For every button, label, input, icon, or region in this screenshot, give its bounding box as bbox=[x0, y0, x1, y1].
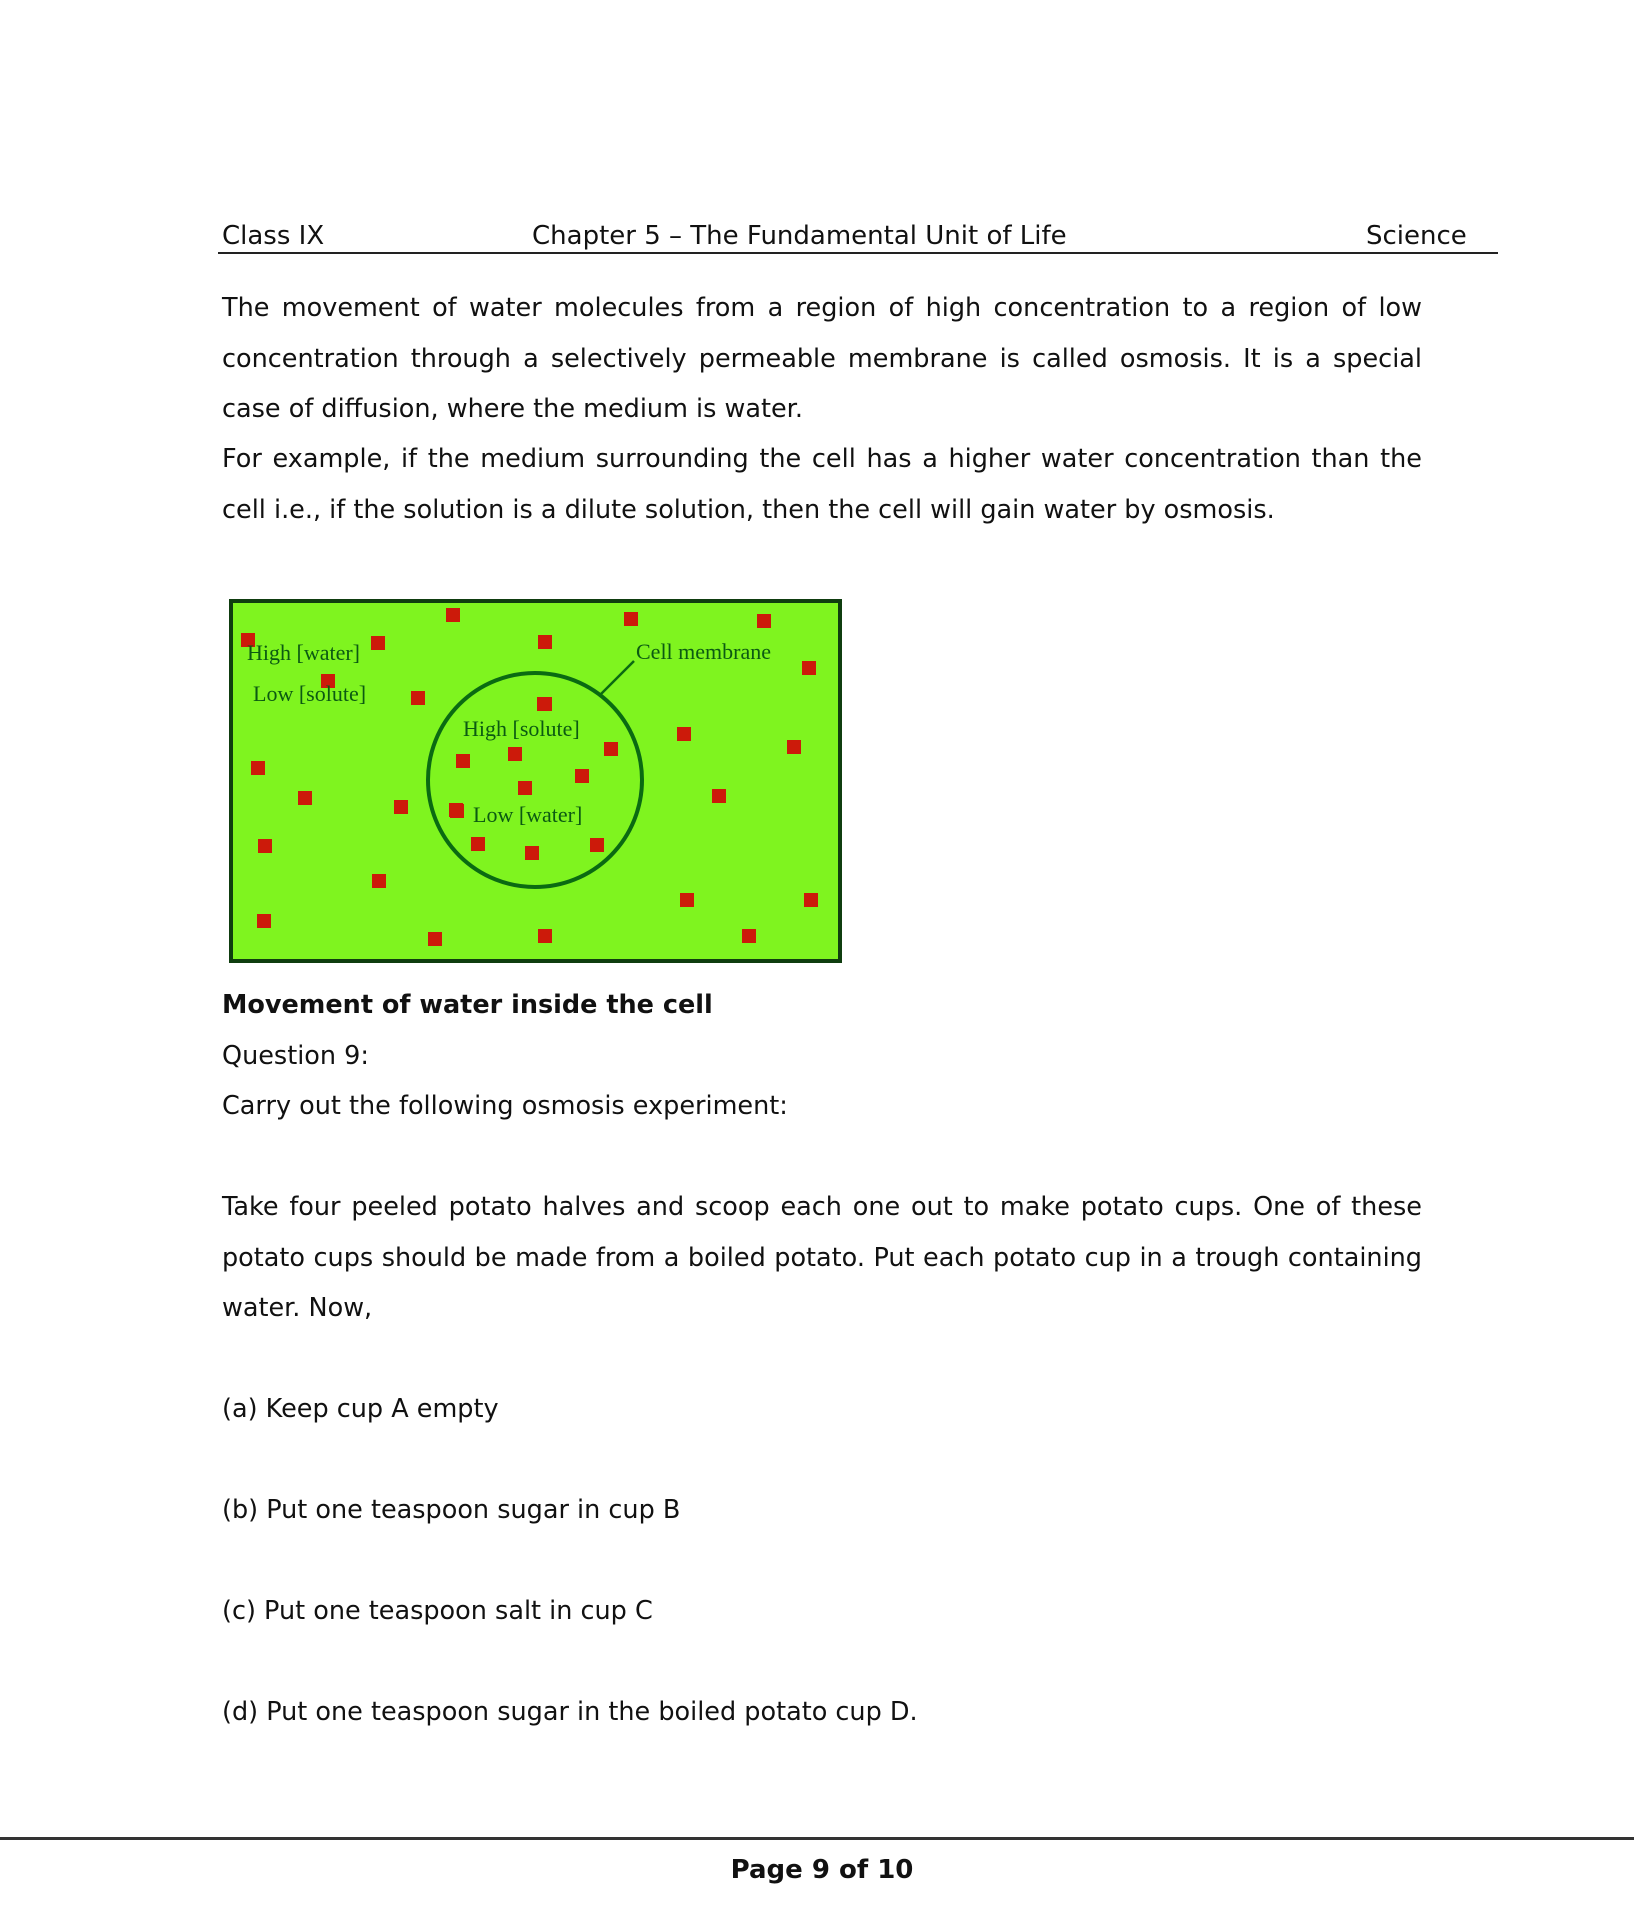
question-instruction: Carry out the following osmosis experiment: bbox=[222, 1091, 788, 1121]
solute-particle bbox=[411, 691, 425, 705]
header-chapter-title: Chapter 5 – The Fundamental Unit of Life bbox=[532, 221, 1067, 251]
solute-particle bbox=[298, 791, 312, 805]
solute-particle bbox=[257, 914, 271, 928]
solute-particle bbox=[518, 781, 532, 795]
page-number: Page 9 of 10 bbox=[730, 1855, 914, 1885]
solute-particle bbox=[590, 838, 604, 852]
solute-particle bbox=[538, 635, 552, 649]
solute-particle bbox=[712, 789, 726, 803]
header-class: Class IX bbox=[222, 221, 325, 251]
solute-particle bbox=[428, 932, 442, 946]
header-rule bbox=[218, 252, 1498, 254]
solute-particle bbox=[456, 754, 470, 768]
solute-particle bbox=[471, 837, 485, 851]
solute-particle bbox=[258, 839, 272, 853]
step-d: (d) Put one teaspoon sugar in the boiled potato cup D. bbox=[222, 1697, 918, 1727]
solute-particle bbox=[787, 740, 801, 754]
osmosis-cell-diagram bbox=[229, 599, 842, 963]
footer-rule bbox=[0, 1837, 1634, 1840]
solute-particle bbox=[537, 697, 551, 711]
label-outside-high-water: High [water] bbox=[247, 640, 361, 665]
solute-particle bbox=[680, 893, 694, 907]
solute-particle bbox=[508, 747, 522, 761]
solute-particle bbox=[371, 636, 385, 650]
solute-particle bbox=[449, 803, 463, 817]
solute-particle bbox=[677, 727, 691, 741]
label-cell-membrane: Cell membrane bbox=[636, 639, 772, 664]
solute-particle bbox=[372, 874, 386, 888]
solute-particle bbox=[802, 661, 816, 675]
solute-particle bbox=[538, 929, 552, 943]
solute-particle bbox=[525, 846, 539, 860]
solute-particle bbox=[742, 929, 756, 943]
label-inside-low-water: Low [water] bbox=[473, 802, 583, 827]
solute-particle bbox=[624, 612, 638, 626]
header-subject: Science bbox=[1366, 221, 1467, 251]
osmosis-example-paragraph: For example, if the medium surrounding the cell has a higher water concentration than the cell i.e., if the solution is a dilute solution, then the cell will gain water by osmosis. bbox=[222, 444, 1422, 525]
label-inside-high-solute: High [solute] bbox=[463, 716, 580, 741]
osmosis-definition-paragraph: The movement of water molecules from a region of high concentration to a region of low concentration through a selectively permeable membrane is called osmosis. It is a special case of diffusion, where the medium is water. bbox=[222, 293, 1422, 424]
solute-particle bbox=[394, 800, 408, 814]
diagram-caption: Movement of water inside the cell bbox=[222, 990, 713, 1020]
question-title: Question 9: bbox=[222, 1041, 369, 1071]
solute-particle bbox=[804, 893, 818, 907]
question-body-paragraph: Take four peeled potato halves and scoop each one out to make potato cups. One of these potato cups should be made from a boiled potato. Put each potato cup in a trough containing water. Now, bbox=[222, 1192, 1422, 1323]
solute-particle bbox=[446, 608, 460, 622]
solute-particle bbox=[251, 761, 265, 775]
step-b: (b) Put one teaspoon sugar in cup B bbox=[222, 1495, 681, 1525]
solute-particle bbox=[757, 614, 771, 628]
solute-particle bbox=[604, 742, 618, 756]
step-c: (c) Put one teaspoon salt in cup C bbox=[222, 1596, 653, 1626]
solute-particle bbox=[575, 769, 589, 783]
step-a: (a) Keep cup A empty bbox=[222, 1394, 499, 1424]
label-outside-low-solute: Low [solute] bbox=[253, 681, 367, 706]
